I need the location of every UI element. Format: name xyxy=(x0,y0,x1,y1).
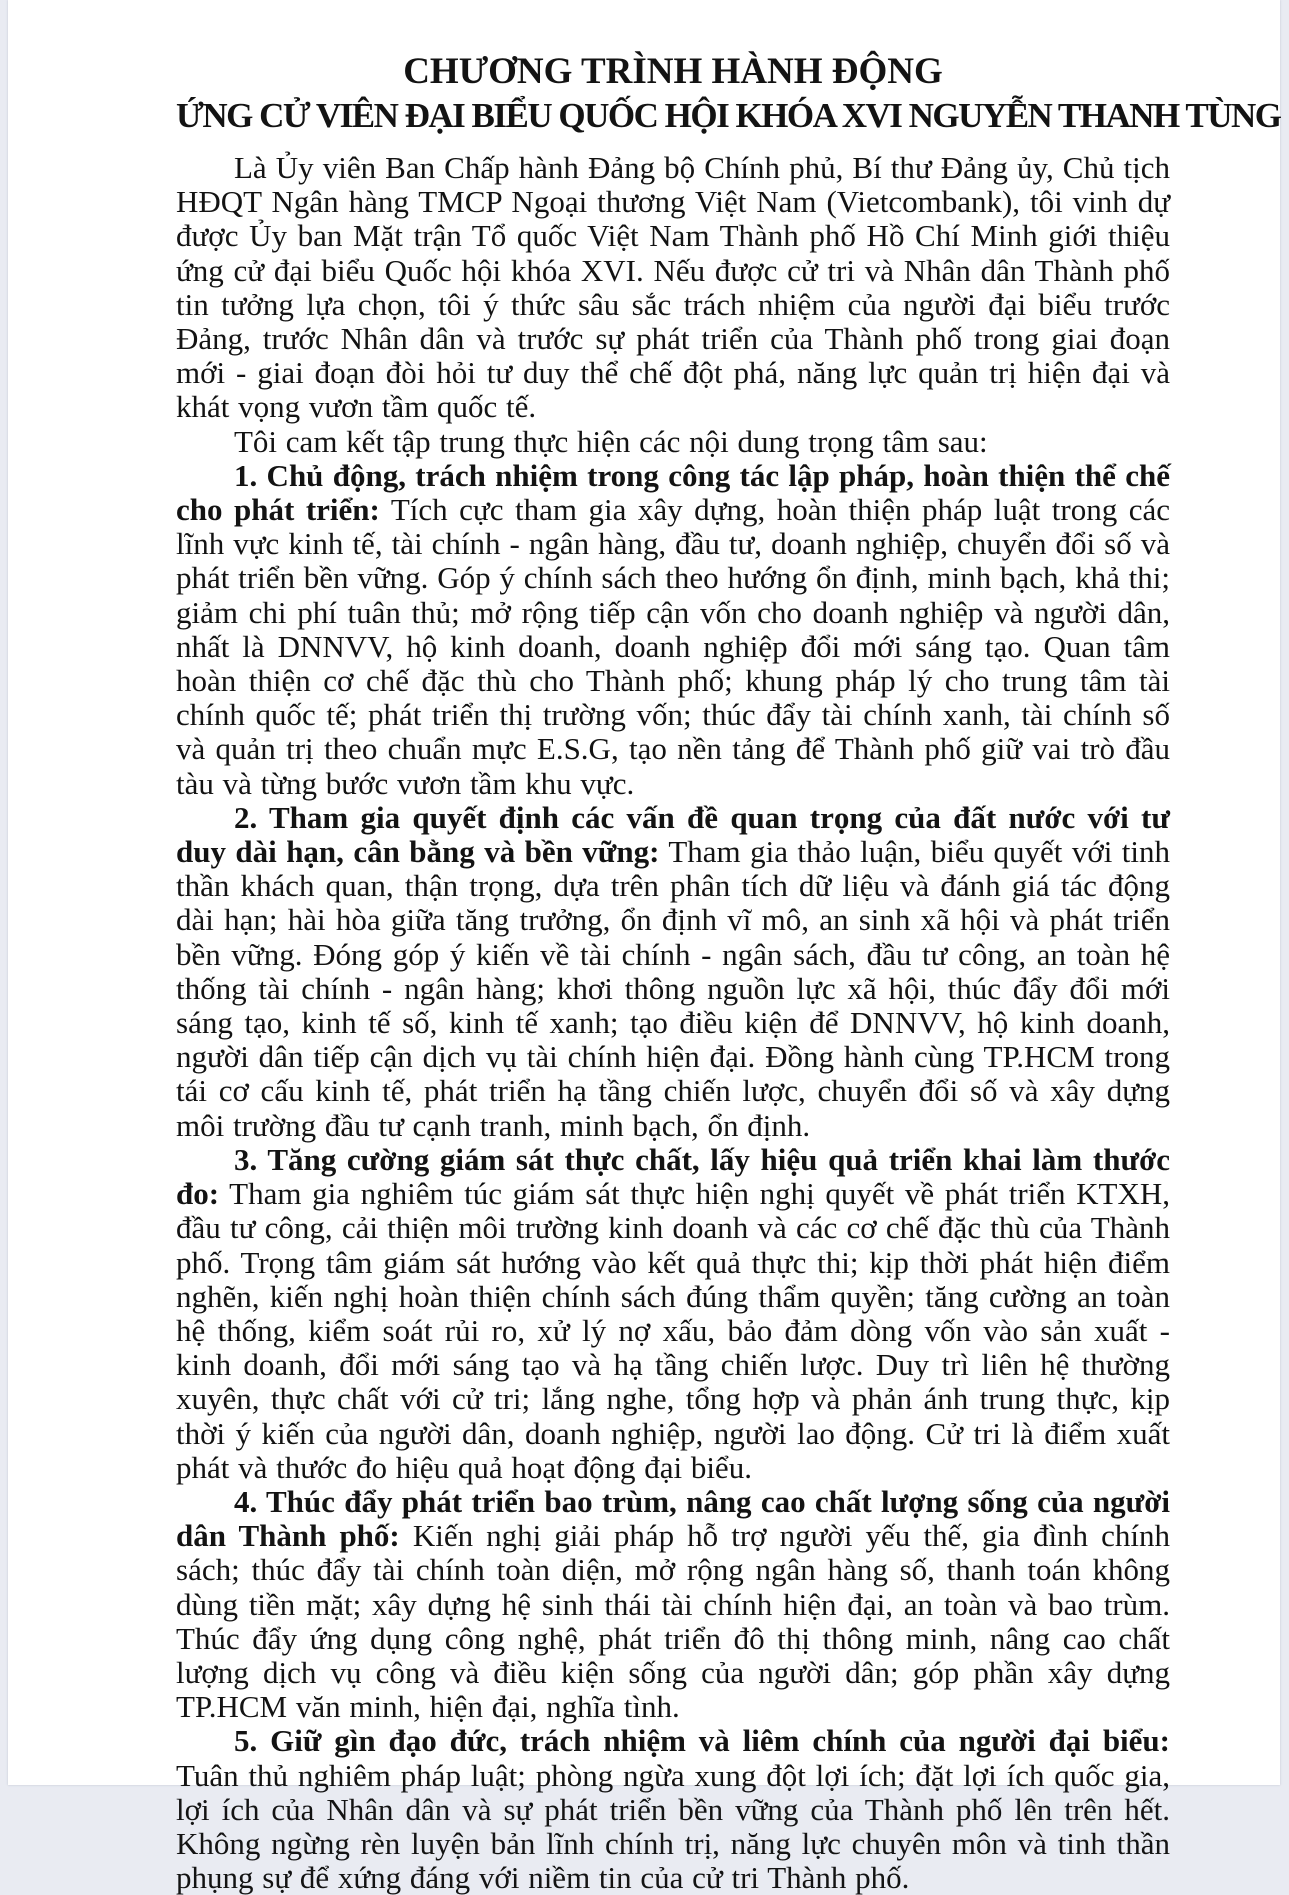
action-item-2-body: Tham gia thảo luận, biểu quyết với tinh thần khách quan, thận trọng, dựa trên phân tích dữ liệu và đánh giá tác động dài hạn; hài hòa giữa tăng trưởng, ổn định vĩ mô, an sinh xã hội và phát triển bền vững. Đóng góp ý kiến về tài chính - ngân sách, đầu tư công, an toàn hệ thống tài chính - ngân hàng; khơi thông nguồn lực xã hội, thúc đẩy đổi mới sáng tạo, kinh tế số, kinh tế xanh; tạo điều kiện để DNNVV, hộ kinh doanh, người dân tiếp cận dịch vụ tài chính hiện đại. Đồng hành cùng TP.HCM trong tái cơ cấu kinh tế, phát triển hạ tầng chiến lược, chuyển đổi số và xây dựng môi trường đầu tư cạnh tranh, minh bạch, ổn định. xyxy=(176,834,1170,1143)
document-content xyxy=(176,50,1281,1895)
document-body xyxy=(176,151,1170,1895)
action-item-1-lead: 1. Chủ động, trách nhiệm trong công tác lập pháp, hoàn thiện thể chế cho phát triển: xyxy=(176,457,1170,528)
action-item-3 xyxy=(176,1143,1170,1485)
document-title xyxy=(176,50,1281,138)
action-item-5 xyxy=(176,1724,1170,1895)
action-item-1 xyxy=(176,459,1170,801)
action-item-3-lead: 3. Tăng cường giám sát thực chất, lấy hiệu quả triển khai làm thước đo: xyxy=(176,1141,1170,1212)
title-line-2: ỨNG CỬ VIÊN ĐẠI BIỂU QUỐC HỘI KHÓA XVI NGUYỄN THANH TÙNG xyxy=(176,96,1281,135)
intro-paragraph: Là Ủy viên Ban Chấp hành Đảng bộ Chính phủ, Bí thư Đảng ủy, Chủ tịch HĐQT Ngân hàng TMCP Ngoại thương Việt Nam (Vietcombank), tôi vinh dự được Ủy ban Mặt trận Tổ quốc Việt Nam Thành phố Hồ Chí Minh giới thiệu ứng cử đại biểu Quốc hội khóa XVI. Nếu được cử tri và Nhân dân Thành phố tin tưởng lựa chọn, tôi ý thức sâu sắc trách nhiệm của người đại biểu trước Đảng, trước Nhân dân và trước sự phát triển của Thành phố trong giai đoạn mới - giai đoạn đòi hỏi tư duy thể chế đột phá, năng lực quản trị hiện đại và khát vọng vươn tầm quốc tế. xyxy=(176,150,1170,425)
action-item-4 xyxy=(176,1485,1170,1724)
title-line-1: CHƯƠNG TRÌNH HÀNH ĐỘNG xyxy=(403,51,943,92)
action-item-3-body: Tham gia nghiêm túc giám sát thực hiện nghị quyết về phát triển KTXH, đầu tư công, cải thiện môi trường kinh doanh và các cơ chế đặc thù của Thành phố. Trọng tâm giám sát hướng vào kết quả thực thi; kịp thời phát hiện điểm nghẽn, kiến nghị hoàn thiện chính sách đúng thẩm quyền; tăng cường an toàn hệ thống, kiểm soát rủi ro, xử lý nợ xấu, bảo đảm dòng vốn vào sản xuất - kinh doanh, đổi mới sáng tạo và hạ tầng chiến lược. Duy trì liên hệ thường xuyên, thực chất với cử tri; lắng nghe, tổng hợp và phản ánh trung thực, kịp thời ý kiến của người dân, doanh nghiệp, người lao động. Cử tri là điểm xuất phát và thước đo hiệu quả hoạt động đại biểu. xyxy=(176,1176,1170,1485)
commitment-line: Tôi cam kết tập trung thực hiện các nội dung trọng tâm sau: xyxy=(234,423,988,459)
action-item-4-lead: 4. Thúc đẩy phát triển bao trùm, nâng cao chất lượng sống của người dân Thành phố: xyxy=(176,1483,1170,1554)
action-item-5-lead: 5. Giữ gìn đạo đức, trách nhiệm và liêm chính của người đại biểu: xyxy=(234,1723,1170,1759)
action-item-2 xyxy=(176,801,1170,1143)
action-item-5-body: Tuân thủ nghiêm pháp luật; phòng ngừa xung đột lợi ích; đặt lợi ích quốc gia, lợi ích của Nhân dân và sự phát triển bền vững của Thành phố lên trên hết. Không ngừng rèn luyện bản lĩnh chính trị, năng lực chuyên môn và tinh thần phụng sự để xứng đáng với niềm tin của cử tri Thành phố. xyxy=(176,1757,1170,1895)
action-item-4-body: Kiến nghị giải pháp hỗ trợ người yếu thế, gia đình chính sách; thúc đẩy tài chính toàn diện, mở rộng ngân hàng số, thanh toán không dùng tiền mặt; xây dựng hệ sinh thái tài chính hiện đại, an toàn và bao trùm. Thúc đẩy ứng dụng công nghệ, phát triển đô thị thông minh, nâng cao chất lượng dịch vụ công và điều kiện sống của người dân; góp phần xây dựng TP.HCM văn minh, hiện đại, nghĩa tình. xyxy=(176,1518,1170,1725)
action-item-1-body: Tích cực tham gia xây dựng, hoàn thiện pháp luật trong các lĩnh vực kinh tế, tài chính - ngân hàng, đầu tư, doanh nghiệp, chuyển đổi số và phát triển bền vững. Góp ý chính sách theo hướng ổn định, minh bạch, khả thi; giảm chi phí tuân thủ; mở rộng tiếp cận vốn cho doanh nghiệp và người dân, nhất là DNNVV, hộ kinh doanh, doanh nghiệp đổi mới sáng tạo. Quan tâm hoàn thiện cơ chế đặc thù cho Thành phố; khung pháp lý cho trung tâm tài chính quốc tế; phát triển thị trường vốn; thúc đẩy tài chính xanh, tài chính số và quản trị theo chuẩn mực E.S.G, tạo nền tảng để Thành phố giữ vai trò đầu tàu và từng bước vươn tầm khu vực. xyxy=(176,492,1170,801)
action-item-2-lead: 2. Tham gia quyết định các vấn đề quan trọng của đất nước với tư duy dài hạn, cân bằng và bền vững: xyxy=(176,799,1170,870)
document-page xyxy=(8,0,1281,1895)
